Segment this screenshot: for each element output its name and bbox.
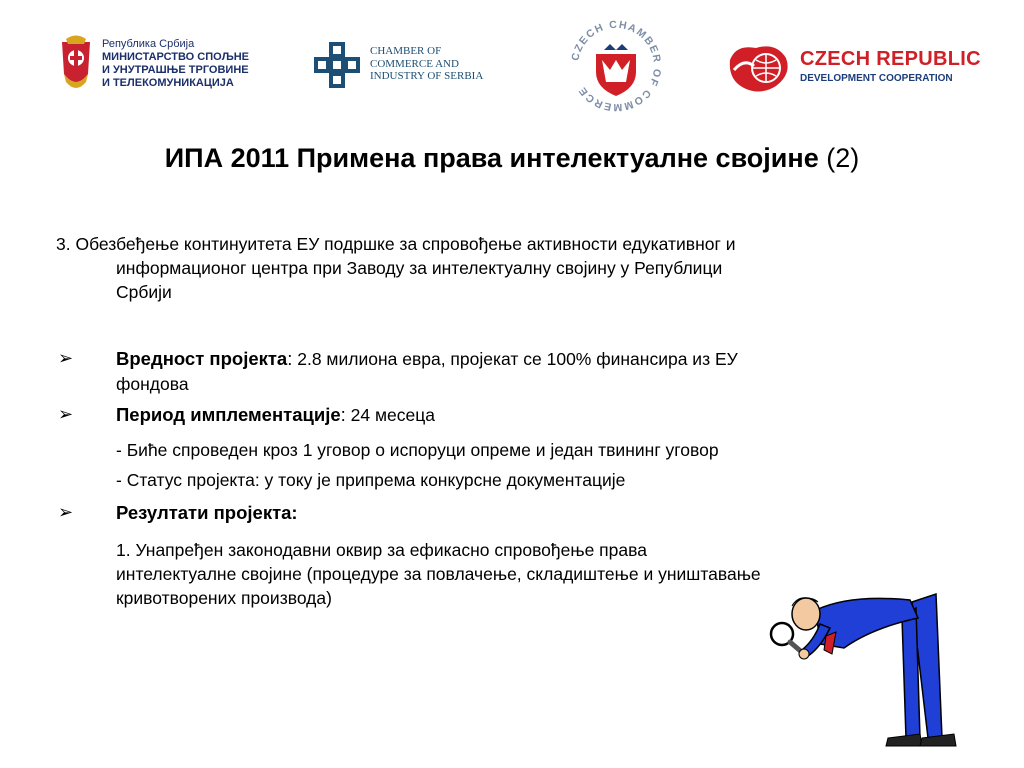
slide-title-suffix: (2) (826, 143, 860, 173)
czech-development-globe-icon (726, 40, 796, 96)
svg-text:CZECH CHAMBER OF COMMERCE: CZECH CHAMBER OF COMMERCE (569, 18, 664, 114)
item3-line-1: 3. Обезбеђење континуитета ЕУ подршке за спровођење активности едукативног и (56, 234, 736, 254)
detective-magnifier-figure (760, 588, 960, 758)
serbia-coat-of-arms-icon (56, 34, 96, 96)
ministry-line-0: Република Србија (102, 38, 195, 50)
period-line (116, 404, 435, 426)
chamber-line-1: COMMERCE AND (370, 57, 459, 70)
item3-line-2: информационог центра при Заводу за интелектуалну својину у Републици (116, 258, 723, 278)
value-line-1 (116, 348, 738, 370)
value-line-2: фондова (116, 374, 189, 394)
period-note-1: - Биће спроведен кроз 1 уговор о испоруци опреме и један твининг уговор (116, 440, 719, 460)
czech-republic-title: CZECH REPUBLIC (800, 48, 981, 70)
value-text: 2.8 милиона евра, пројекат се 100% финансира из ЕУ (292, 349, 738, 369)
period-text: 24 месеца (345, 405, 435, 425)
chamber-serbia-logo (312, 38, 532, 94)
results-label: Резултати пројекта: (116, 502, 298, 523)
value-label: Вредност пројекта (116, 348, 288, 369)
period-note-2: - Статус пројекта: у току је припрема конкурсне документације (116, 470, 626, 490)
value-colon: : (287, 348, 293, 369)
ministry-line-2: И УНУТРАШЊЕ ТРГОВИНЕ (102, 64, 249, 76)
slide-title-main: ИПА 2011 Примена права интелектуалне својине (164, 143, 819, 173)
chamber-serbia-emblem-icon (312, 40, 362, 90)
czech-chamber-logo (566, 16, 666, 116)
czech-chamber-seal-icon (566, 16, 666, 116)
results-line-1: 1. Унапређен законодавни оквир за ефикасно спровођење права (116, 540, 647, 560)
results-line-3: кривотворених производа) (116, 588, 332, 608)
chamber-line-0: CHAMBER OF (370, 45, 442, 57)
ministry-logo (56, 34, 256, 100)
item3-line-3: Србији (116, 282, 172, 302)
slide-title (0, 143, 1024, 174)
czech-republic-subtitle: DEVELOPMENT COOPERATION (800, 73, 953, 84)
arrow-bullet-icon: ➢ (58, 502, 74, 522)
arrow-bullet-icon: ➢ (58, 348, 74, 368)
ministry-line-3: И ТЕЛЕКОМУНИКАЦИЈА (102, 77, 234, 89)
period-label: Период имплементације (116, 404, 341, 425)
arrow-bullet-icon: ➢ (58, 404, 74, 424)
czech-republic-dev-logo (726, 40, 981, 96)
chamber-line-2: INDUSTRY OF SERBIA (370, 70, 484, 82)
ministry-line-1: МИНИСТАРСТВО СПОЉНЕ (102, 51, 250, 63)
period-colon: : (340, 404, 346, 425)
results-line-2: интелектуалне својине (процедуре за повлачење, складиштење и уништавање (116, 564, 761, 584)
